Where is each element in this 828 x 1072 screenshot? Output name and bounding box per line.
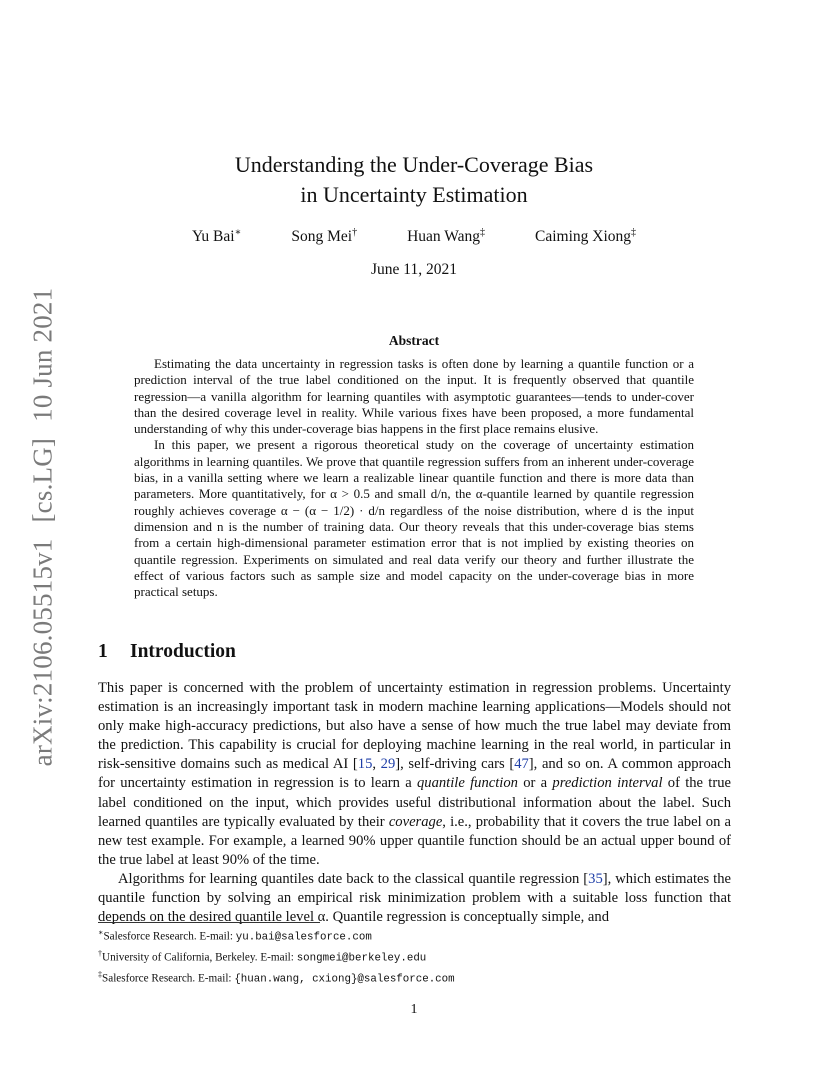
footnote-divider bbox=[98, 922, 320, 923]
arxiv-date: 10 Jun 2021 bbox=[27, 287, 58, 422]
author-list bbox=[0, 227, 828, 246]
arxiv-id: arXiv:2106.05515v1 bbox=[27, 538, 58, 767]
email-address: songmei@berkeley.edu bbox=[296, 952, 427, 965]
abstract-paragraph-1: Estimating the data uncertainty in regression tasks is often done by learning a quantile function or a prediction interval of the true label conditioned on the input. It is frequently observed that quantile regression—a vanilla algorithm for learning quantiles with asymptotic guarantees—tends to under-cover than the desired coverage level in reality. While various fixes have been proposed, a more fundamental understanding of why this under-coverage bias happens in the first place remains elusive. bbox=[134, 356, 694, 437]
abstract-heading: Abstract bbox=[388, 333, 440, 348]
section-title: Introduction bbox=[130, 641, 236, 662]
arxiv-category: [cs.LG] bbox=[27, 437, 58, 523]
body-paragraph-2: Algorithms for learning quantiles date back to the classical quantile regression [35], which estimates the quantile function by solving an empirical risk minimization problem with a suitable loss function that depends on the desired quantile level α. Quantile regression is conceptually simple, and bbox=[98, 870, 731, 926]
footnotes bbox=[98, 925, 738, 988]
abstract-paragraph-2: In this paper, we present a rigorous theoretical study on the coverage of uncertainty estimation algorithms in learning quantiles. We prove that quantile regression suffers from an inherent under-coverage bias, in a vanilla setting where we learn a realizable linear quantile function and there is more data than parameters. More quantitatively, for α > 0.5 and small d/n, the α-quantile learned by quantile regression roughly achieves coverage α − (α − 1/2) · d/n regardless of the noise distribution, where d is the input dimension and n is the number of training data. Our theory reveals that this under-coverage bias stems from a certain high-dimensional parameter estimation error that is not implied by existing theories on quantile regression. Experiments on simulated and real data verify our theory and further illustrate the effect of various factors such as sample size and model capacity on the under-coverage bias in more practical setups. bbox=[134, 437, 694, 600]
author-footnote-mark: ‡ bbox=[480, 227, 486, 238]
paper-date: June 11, 2021 bbox=[371, 261, 457, 278]
author-name: Song Mei bbox=[291, 228, 353, 246]
footnote-1: ∗Salesforce Research. E-mail: yu.bai@salesforce.com bbox=[98, 928, 372, 944]
introduction-text bbox=[98, 679, 731, 927]
section-heading bbox=[98, 641, 236, 663]
citation-link[interactable]: 29 bbox=[380, 756, 396, 773]
body-paragraph-1: This paper is concerned with the problem of uncertainty estimation in regression problems. Uncertainty estimation is an increasingly important task in modern machine learning applications—Models should not only make high-accuracy predictions, but also have a sense of how much the true label may deviate from the prediction. This capability is crucial for deploying machine learning in the real world, in particular in risk-sensitive domains such as medical AI [15, 29], self-driving cars [47], and so on. A common approach for uncertainty estimation in regression is to learn a quantile function or a prediction interval of the true label conditioned on the input, which provides useful distributional information about the label. Such learned quantiles are typically evaluated by their coverage, i.e., probability that it covers the true label on a new test example. For example, a learned 90% upper quantile function should be an actual upper bound of the true label at least 90% of the time. bbox=[98, 680, 731, 868]
email-address: {huan.wang, cxiong}@salesforce.com bbox=[234, 973, 455, 986]
author-3 bbox=[407, 227, 485, 246]
author-footnote-mark: † bbox=[352, 227, 358, 238]
author-4 bbox=[535, 227, 636, 246]
abstract-body bbox=[134, 356, 694, 600]
paper-title bbox=[0, 150, 828, 210]
footnote-2: †University of California, Berkeley. E-mail: songmei@berkeley.edu bbox=[98, 949, 427, 965]
author-footnote-mark: ∗ bbox=[234, 227, 242, 238]
author-name: Yu Bai bbox=[191, 228, 235, 246]
title-line-2: in Uncertainty Estimation bbox=[300, 182, 528, 207]
author-footnote-mark: ‡ bbox=[631, 227, 637, 238]
citation-link[interactable]: 35 bbox=[588, 870, 603, 887]
section-number: 1 bbox=[98, 641, 108, 662]
citation-link[interactable]: 15 bbox=[357, 756, 373, 773]
author-name: Huan Wang bbox=[407, 228, 481, 246]
arxiv-identifier-stamp bbox=[28, 288, 59, 767]
email-address: yu.bai@salesforce.com bbox=[235, 931, 372, 944]
title-line-1: Understanding the Under-Coverage Bias bbox=[234, 152, 594, 177]
author-1 bbox=[192, 227, 241, 246]
author-name: Caiming Xiong bbox=[535, 228, 632, 246]
footnote-3: ‡Salesforce Research. E-mail: {huan.wang, cxiong}@salesforce.com bbox=[98, 970, 455, 986]
author-2 bbox=[291, 227, 357, 246]
citation-link[interactable]: 47 bbox=[514, 756, 529, 773]
page-number: 1 bbox=[410, 1002, 418, 1017]
